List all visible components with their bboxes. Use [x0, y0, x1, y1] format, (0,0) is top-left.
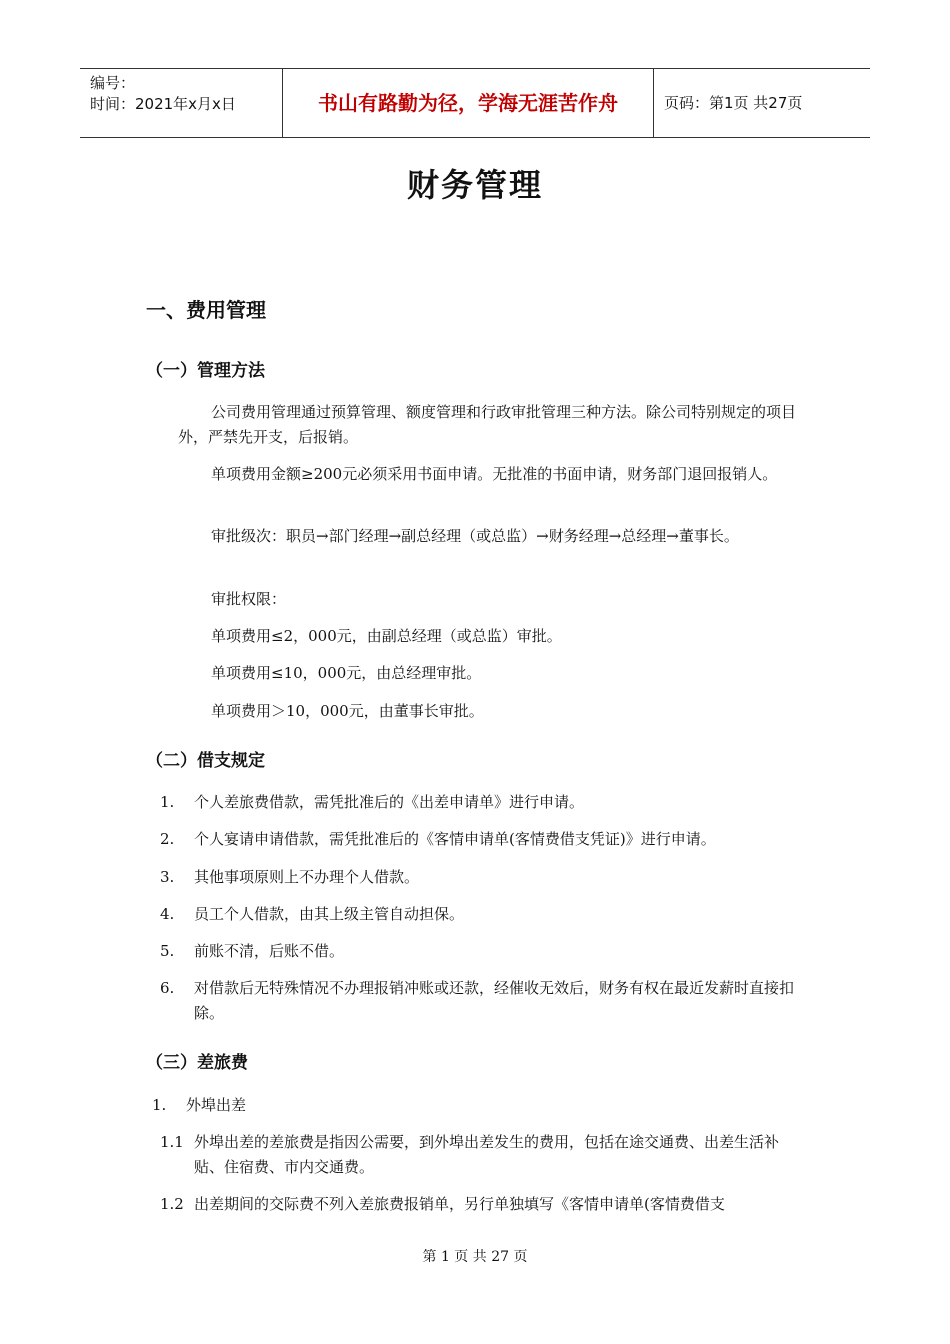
list-item-number: 6.	[160, 979, 175, 997]
list-item	[152, 1093, 800, 1118]
sub-list-item	[160, 1192, 808, 1217]
list-item-text: 前账不清，后账不借。	[194, 942, 345, 960]
header-meta	[80, 69, 282, 137]
header-motto: 书山有路勤为径，学海无涯苦作舟	[282, 69, 654, 137]
paragraph: 单项费用＞10，000元，由董事长审批。	[211, 702, 484, 720]
paragraph: 审批级次：职员→部门经理→副总经理（或总监）→财务经理→总经理→董事长。	[211, 527, 739, 545]
subsection-heading-methods: （一）管理方法	[146, 361, 265, 381]
document-title: 财务管理	[406, 166, 543, 204]
paragraph: 公司费用管理通过预算管理、额度管理和行政审批管理三种方法。除公司特别规定的项目外，严禁先开支，后报销。	[178, 403, 797, 446]
paragraph: 单项费用金额≥200元必须采用书面申请。无批准的书面申请，财务部门退回报销人。	[211, 465, 778, 483]
sub-list-item-number: 1.2	[160, 1195, 184, 1213]
list-item-text: 个人宴请申请借款，需凭批准后的《客情申请单(客情费借支凭证)》进行申请。	[194, 830, 716, 848]
list-item-text: 外埠出差	[186, 1096, 247, 1114]
list-item	[160, 865, 808, 890]
list-item-text: 个人差旅费借款，需凭批准后的《出差申请单》进行申请。	[194, 793, 585, 811]
list-item	[160, 790, 808, 815]
list-item	[160, 939, 808, 964]
sub-list-item-text: 外埠出差的差旅费是指因公需要，到外埠出差发生的费用，包括在途交通费、出差生活补贴、住宿费、市内交通费。	[194, 1133, 780, 1176]
subsection-heading-travel-expense: （三）差旅费	[146, 1053, 248, 1073]
list-item-number: 4.	[160, 905, 175, 923]
list-item-text: 员工个人借款，由其上级主管自动担保。	[194, 905, 465, 923]
document-number-label: 编号：	[90, 74, 136, 92]
sub-list-item-number: 1.1	[160, 1133, 184, 1151]
document-date: 时间：2021年x月x日	[90, 95, 236, 113]
list-item-number: 2.	[160, 830, 175, 848]
section-heading-expense-management: 一、费用管理	[146, 298, 266, 322]
page-footer: 第 1 页 共 27 页	[422, 1249, 528, 1265]
paragraph: 单项费用≤2，000元，由副总经理（或总监）审批。	[211, 627, 562, 645]
list-item	[160, 976, 808, 1026]
sub-list-item	[160, 1130, 808, 1180]
list-item-number: 3.	[160, 868, 175, 886]
list-item	[160, 902, 808, 927]
list-item-number: 1.	[160, 793, 175, 811]
header-page-info: 页码：第1页 共27页	[664, 94, 803, 112]
paragraph: 审批权限：	[211, 590, 287, 608]
sub-list-item-text: 出差期间的交际费不列入差旅费报销单，另行单独填写《客情申请单(客情费借支	[194, 1195, 725, 1213]
list-item-number: 1.	[152, 1096, 167, 1114]
list-item-text: 对借款后无特殊情况不办理报销冲账或还款，经催收无效后，财务有权在最近发薪时直接扣除。	[194, 979, 795, 1022]
list-item	[160, 827, 808, 852]
list-item-number: 5.	[160, 942, 175, 960]
subsection-heading-borrowing: （二）借支规定	[146, 751, 265, 771]
paragraph: 单项费用≤10，000元，由总经理审批。	[211, 664, 482, 682]
list-item-text: 其他事项原则上不办理个人借款。	[194, 868, 420, 886]
page-header	[80, 68, 870, 138]
